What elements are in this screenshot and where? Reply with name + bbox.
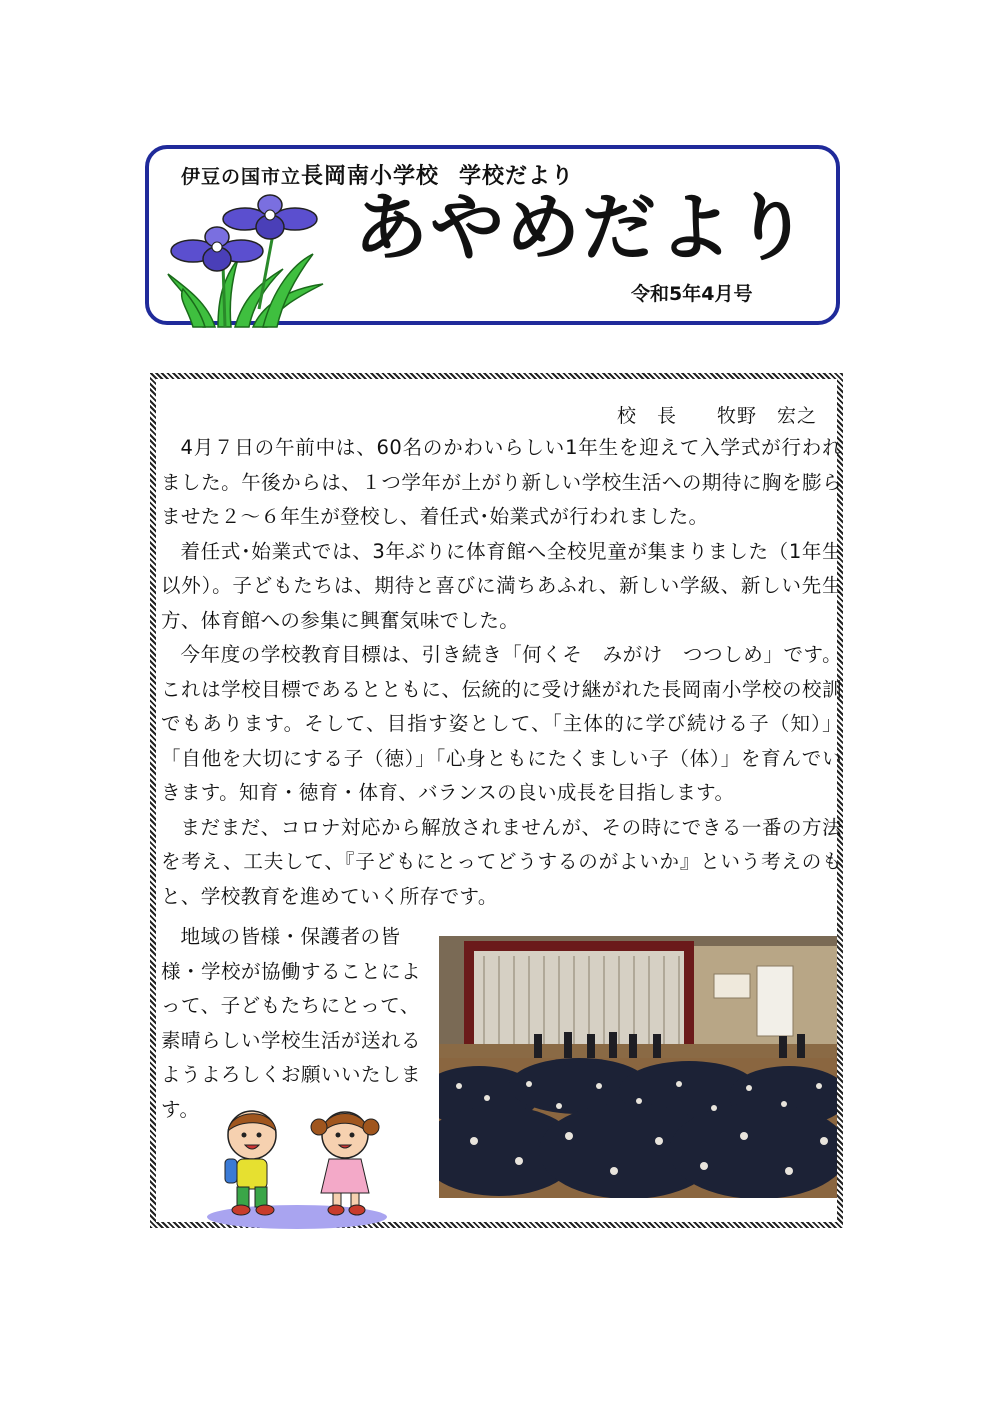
iris-flower-icon [171,227,263,271]
girl-icon [311,1112,379,1215]
paragraph: 着任式･始業式では、3年ぶりに体育館へ全校児童が集まりました（1年生以外）。子どもたちは、期待と喜びに満ちあふれ、新しい学級、新しい先生方、体育館への参集に興奮気味でした。 [161,539,842,632]
masthead [145,145,840,325]
ceremony-photo [439,936,837,1198]
boy-icon [225,1111,276,1215]
school-name: 長岡南小学校 [301,164,440,189]
article-body [161,431,842,914]
newsletter-title: あやめだより [354,185,810,271]
paragraph: 今年度の学校教育目標は、引き続き「何くそ みがけ つつしめ」です。これは学校目標であるとともに、伝統的に受け継がれた長岡南小学校の校訓でもあります。そして、目指す姿として、「主体的に学び続ける子（知）」「自他を大切にする子（徳）」「心身ともにたくましい子（体）」を育んでいきます。知育・徳育・体育、バランスの良い成長を目指します。 [161,643,842,804]
closing-message [161,920,437,1127]
iris-flower-icon [223,195,317,239]
paragraph: まだまだ、コロナ対応から解放されませんが、その時にできる一番の方法を考え、工夫して、『子どもにとってどうするのがよいか』という考えのもと、学校教育を進めていく所存です。 [161,815,842,908]
article-frame [150,373,843,1228]
paragraph: 4月７日の午前中は、60名のかわいらしい1年生を迎えて入学式が行われました。午後からは、１つ学年が上がり新しい学校生活への期待に胸を膨らませた２～６年生が登校し、着任式･始業式が行われました。 [161,436,842,528]
principal-signature: 校 長 牧野 宏之 [617,405,818,427]
paragraph: 地域の皆様・保護者の皆様・学校が協働することによって、子どもたちにとって、素晴らしい学校生活が送れるようよろしくお願いいたします。 [161,925,422,1121]
newsletter-kind: 学校だより [459,164,575,189]
issue-label: 令和5年4月号 [631,283,753,305]
children-illustration [197,1097,397,1232]
iris-illustration [163,189,333,329]
school-prefix: 伊豆の国市立 [181,166,302,188]
